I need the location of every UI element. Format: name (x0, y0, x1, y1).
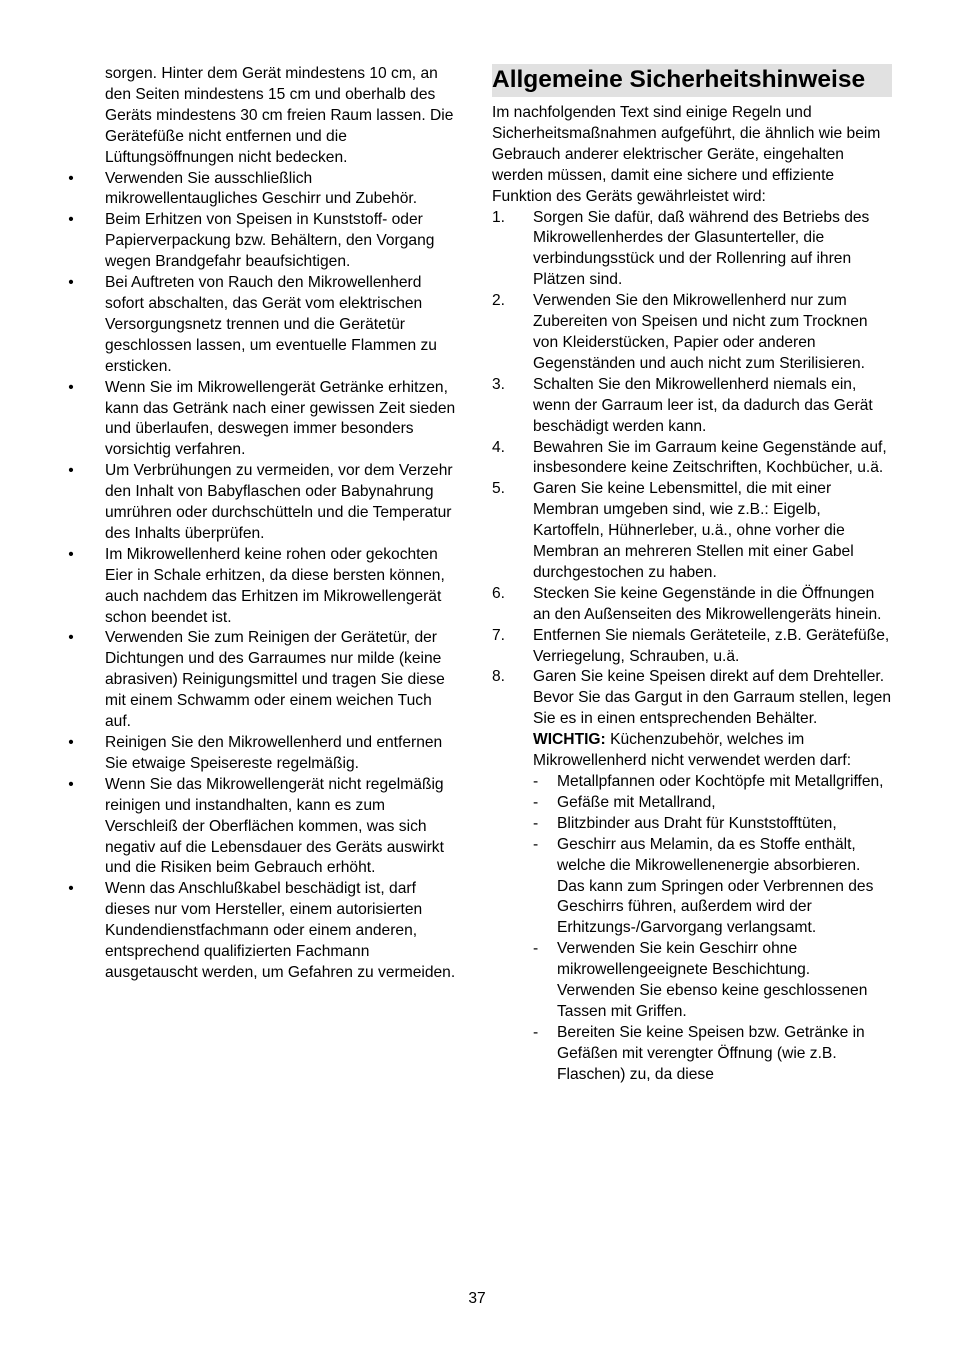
numbered-item (492, 584, 892, 626)
item-number: 7. (492, 626, 506, 644)
dash-icon: - (533, 814, 539, 832)
dash-icon: - (533, 793, 539, 811)
bullet-text: Wenn Sie im Mikrowellengerät Getränke erhitzen, kann das Getränk nach einer gewissen Zeit sieden und überlaufen, deswegen immer besonders vorsichtig verfahren. (105, 378, 456, 459)
item-number: 8. (492, 668, 506, 686)
dash-icon: - (533, 940, 539, 958)
bullet-icon: • (68, 211, 74, 229)
dash-item (533, 1023, 892, 1086)
safety-bullet-list (66, 169, 462, 984)
dash-icon: - (533, 1023, 539, 1041)
bullet-text: Verwenden Sie ausschließlich mikrowellentaugliches Geschirr und Zubehör. (105, 169, 418, 208)
item-text: Verwenden Sie den Mikrowellenherd nur zum Zubereiten von Speisen und nicht zum Trocknen von Kleiderstücken, Papier oder anderen Gegenständen und auch nicht zum Sterilisieren. (533, 292, 868, 372)
item-number: 1. (492, 208, 506, 226)
dash-list (533, 772, 892, 1086)
bullet-icon: • (68, 775, 74, 793)
list-item (66, 733, 462, 775)
bullet-icon: • (68, 629, 74, 647)
list-item (66, 169, 462, 211)
list-item (66, 775, 462, 880)
item-number: 6. (492, 584, 506, 602)
item-number: 3. (492, 375, 506, 393)
numbered-item (492, 626, 892, 668)
continuation-paragraph: sorgen. Hinter dem Gerät mindestens 10 cm, an den Seiten mindestens 15 cm und oberhalb des Geräts mindestens 30 cm freien Raum lassen. Die Gerätefüße nicht entfernen und die Lüftungsöffnungen nicht bedecken. (105, 65, 454, 166)
important-note (533, 730, 892, 772)
dash-text: Geschirr aus Melamin, da es Stoffe enthält, welche die Mikrowellenenergie absorbieren. Das kann zum Springen oder Verbrennen des Geschirrs führen, außerdem wird der Erhitzungs-/Garvorgang verlangsamt. (557, 835, 874, 937)
bullet-icon: • (68, 880, 74, 898)
bullet-text: Bei Auftreten von Rauch den Mikrowellenherd sofort abschalten, das Gerät vom elektrischen Versorgungsnetz trennen und die Gerätetür geschlossen lassen, um eventuelle Flammen zu ersticken. (105, 274, 437, 375)
dash-text: Metallpfannen oder Kochtöpfe mit Metallgriffen, (557, 773, 884, 790)
list-item (66, 210, 462, 273)
list-item (66, 879, 462, 984)
important-text: Küchenzubehör, welches im Mikrowellenherd nicht verwendet werden darf: (533, 731, 852, 770)
dash-text: Verwenden Sie kein Geschirr ohne mikrowellengeeignete Beschichtung. Verwenden Sie ebenso keine geschlossenen Tassen mit Griffen. (557, 940, 868, 1020)
list-item (66, 545, 462, 629)
list-item (66, 628, 462, 733)
dash-icon: - (533, 835, 539, 853)
page-number: 37 (468, 1290, 486, 1307)
numbered-item (492, 438, 892, 480)
bullet-icon: • (68, 734, 74, 751)
item-number: 2. (492, 292, 506, 310)
section-heading: Allgemeine Sicherheitshinweise (492, 66, 866, 93)
bullet-icon: • (68, 462, 74, 480)
intro-paragraph: Im nachfolgenden Text sind einige Regeln und Sicherheitsmaßnahmen aufgeführt, die ähnlich wie beim Gebrauch anderer elektrischer Geräte, eingehalten werden müssen, damit eine sichere und effiziente Funktion des Geräts gewährleistet wird: (492, 104, 881, 205)
dash-item (533, 793, 892, 814)
left-column (66, 64, 462, 984)
bullet-text: Wenn das Anschlußkabel beschädigt ist, darf dieses nur vom Hersteller, einem autorisierten Kundendienstfachmann oder einem anderen, entsprechend qualifizierten Fachmann ausgetauscht werden, um Gefahren zu vermeiden. (105, 880, 456, 981)
dash-item (533, 835, 892, 940)
bullet-icon: • (68, 378, 74, 396)
numbered-list (492, 208, 892, 1086)
dash-icon: - (533, 773, 539, 790)
numbered-item (492, 479, 892, 584)
dash-text: Gefäße mit Metallrand, (557, 793, 716, 811)
item-number: 5. (492, 480, 506, 498)
dash-item (533, 814, 892, 835)
dash-text: Blitzbinder aus Draht für Kunststofftüten, (557, 814, 837, 832)
dash-item (533, 939, 892, 1023)
bullet-text: Verwenden Sie zum Reinigen der Gerätetür, der Dichtungen und des Garraumes nur milde (keine abrasiven) Reinigungsmittel und tragen Sie diese mit einem Schwamm oder einem weichen Tuch auf. (105, 629, 445, 731)
important-label: WICHTIG: (533, 731, 606, 749)
dash-text: Bereiten Sie keine Speisen bzw. Getränke in Gefäßen mit verengter Öffnung (wie z.B. Flaschen) zu, da diese (557, 1023, 865, 1083)
dash-item (533, 772, 892, 793)
numbered-item (492, 291, 892, 375)
bullet-text: Reinigen Sie den Mikrowellenherd und entfernen Sie etwaige Speisereste regelmäßig. (105, 734, 443, 772)
bullet-icon: • (68, 274, 74, 292)
item-text: Schalten Sie den Mikrowellenherd niemals ein, wenn der Garraum leer ist, da dadurch das Gerät beschädigt werden kann. (533, 375, 873, 435)
bullet-text: Um Verbrühungen zu vermeiden, vor dem Verzehr den Inhalt von Babyflaschen oder Babynahrung umrühren oder durchschütteln und die Temperatur des Inhalts überprüfen. (105, 462, 453, 542)
numbered-item (492, 208, 892, 292)
item-text: Garen Sie keine Lebensmittel, die mit einer Membran umgeben sind, wie z.B.: Eigelb, Kartoffeln, Hühnerleber, u.ä., ohne vorher die Membran an mehreren Stellen mit einer Gabel durchgestochen zu haben. (533, 480, 854, 581)
bullet-icon: • (68, 545, 74, 563)
item-text: Entfernen Sie niemals Geräteteile, z.B. Gerätefüße, Verriegelung, Schrauben, u.ä. (533, 626, 890, 665)
item-text: Garen Sie keine Speisen direkt auf dem Drehteller. Bevor Sie das Gargut in den Garraum stellen, legen Sie es in einen entsprechenden Behälter. (533, 668, 891, 728)
bullet-text: Wenn Sie das Mikrowellengerät nicht regelmäßig reinigen und instandhalten, kann es zum Verschleiß der Oberflächen kommen, was sich negativ auf die Lebensdauer des Geräts auswirkt und die Risiken beim Gebrauch erhöht. (105, 775, 444, 877)
bullet-text: Beim Erhitzen von Speisen in Kunststoff- oder Papierverpackung bzw. Behältern, den Vorgang wegen Brandgefahr beaufsichtigen. (105, 211, 435, 271)
bullet-icon: • (68, 169, 74, 187)
item-text: Sorgen Sie dafür, daß während des Betriebs des Mikrowellenherdes der Glasunterteller, die verbindungsstück und der Rollenring auf ihren Plätzen sind. (533, 208, 870, 289)
item-text: Stecken Sie keine Gegenstände in die Öffnungen an den Außenseiten des Mikrowellengeräts hinein. (533, 584, 882, 623)
list-item (66, 378, 462, 462)
numbered-item (492, 375, 892, 438)
bullet-text: Im Mikrowellenherd keine rohen oder gekochten Eier in Schale erhitzen, da diese bersten können, auch nachdem das Erhitzen im Mikrowellengerät schon beendet ist. (105, 545, 445, 626)
section-heading-box (492, 64, 892, 97)
item-number: 4. (492, 438, 506, 456)
list-item (66, 461, 462, 545)
item-text: Bewahren Sie im Garraum keine Gegenstände auf, insbesondere keine Zeitschriften, Kochbücher, u.ä. (533, 438, 887, 477)
numbered-item (492, 667, 892, 1085)
right-column (492, 64, 892, 1086)
list-item (66, 273, 462, 378)
